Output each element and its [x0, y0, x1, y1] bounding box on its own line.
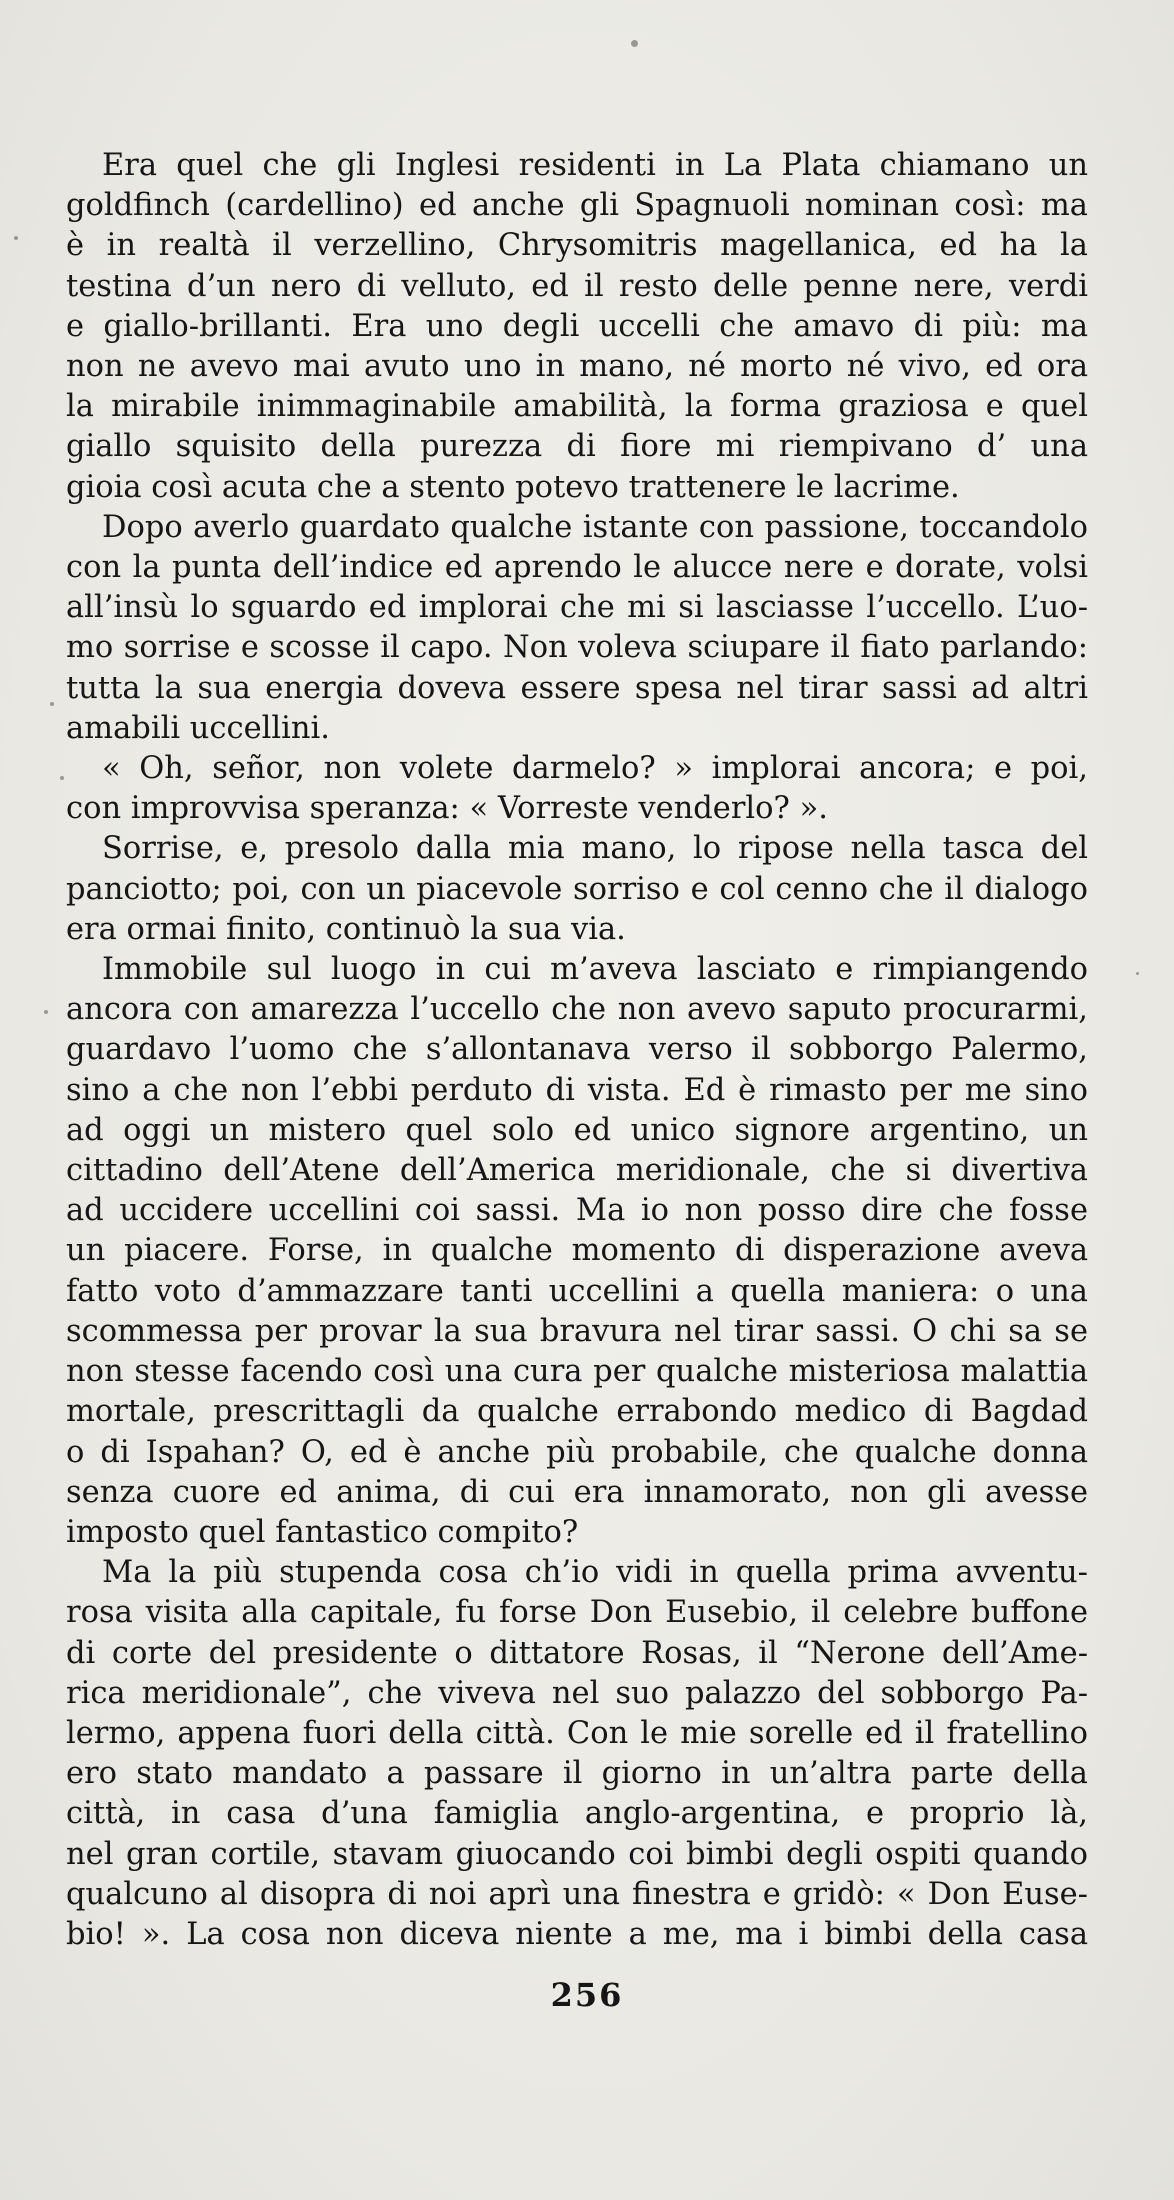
text-line: scommessa per provar la sua bravura nel tirar sassi. O chi sa se	[66, 1313, 1088, 1349]
text-line: Immobile sul luogo in cui m’aveva lasciato e rimpiangendo	[102, 952, 1088, 988]
text-line: ad oggi un mistero quel solo ed unico signore argentino, un	[66, 1112, 1088, 1148]
text-line: testina d’un nero di velluto, ed il resto delle penne nere, verdi	[66, 268, 1088, 304]
text-line: con improvvisa speranza: « Vorreste venderlo? ».	[66, 791, 828, 827]
text-line: sino a che non l’ebbi perduto di vista. Ed è rimasto per me sino	[66, 1072, 1088, 1108]
text-line: nel gran cortile, stavam giuocando coi bimbi degli ospiti quando	[66, 1836, 1088, 1872]
paragraph	[66, 950, 1088, 1553]
text-line: non ne avevo mai avuto uno in mano, né morto né vivo, ed ora	[66, 349, 1088, 385]
text-line: amabili uccellini.	[66, 710, 330, 746]
text-line: ad uccidere uccellini coi sassi. Ma io non posso dire che fosse	[66, 1193, 1088, 1229]
text-line: « Oh, señor, non volete darmelo? » implorai ancora; e poi,	[102, 751, 1088, 787]
paper-speck	[14, 236, 18, 240]
text-line: goldfinch (cardellino) ed anche gli Spagnuoli nominan così: ma	[66, 188, 1088, 224]
text-line: ancora con amarezza l’uccello che non avevo saputo procurarmi,	[66, 992, 1088, 1028]
text-line: con la punta dell’indice ed aprendo le alucce nere e dorate, volsi	[66, 550, 1088, 586]
text-line: Sorrise, e, presolo dalla mia mano, lo ripose nella tasca del	[102, 831, 1088, 867]
text-line: lermo, appena fuori della città. Con le mie sorelle ed il fratellino	[66, 1715, 1088, 1751]
paragraph	[66, 1553, 1088, 1955]
text-line: città, in casa d’una famiglia anglo-argentina, e proprio là,	[66, 1796, 1088, 1832]
text-line: è in realtà il verzellino, Chrysomitris magellanica, ed ha la	[66, 228, 1088, 264]
text-line: giallo squisito della purezza di fiore mi riempivano d’ una	[66, 429, 1088, 465]
text-line: mo sorrise e scosse il capo. Non voleva sciupare il fiato parlando:	[66, 630, 1088, 666]
text-line: Era quel che gli Inglesi residenti in La Plata chiamano un	[102, 148, 1088, 183]
paper-speck	[44, 1010, 48, 1014]
text-line: qualcuno al disopra di noi aprì una finestra e gridò: « Don Euse-	[66, 1876, 1088, 1912]
paper-speck	[60, 776, 64, 780]
paper-speck	[631, 40, 638, 47]
text-line: cittadino dell’Atene dell’America meridionale, che si divertiva	[66, 1153, 1088, 1189]
paragraph	[66, 749, 1088, 829]
text-line: un piacere. Forse, in qualche momento di disperazione aveva	[66, 1233, 1088, 1269]
text-line: era ormai finito, continuò la sua via.	[66, 911, 626, 947]
paper-speck	[1136, 972, 1139, 975]
text-line: senza cuore ed anima, di cui era innamorato, non gli avesse	[66, 1474, 1088, 1510]
page-number: 256	[550, 1976, 624, 2014]
text-line: o di Ispahan? O, ed è anche più probabile, che qualche donna	[66, 1434, 1088, 1470]
text-line: bio! ». La cosa non diceva niente a me, ma i bimbi della casa	[66, 1916, 1088, 1952]
text-line: guardavo l’uomo che s’allontanava verso il sobborgo Palermo,	[66, 1032, 1088, 1068]
text-line: panciotto; poi, con un piacevole sorriso e col cenno che il dialogo	[66, 871, 1088, 907]
paragraph	[66, 146, 1088, 508]
text-line: ero stato mandato a passare il giorno in un’altra parte della	[66, 1756, 1088, 1792]
text-line: gioia così acuta che a stento potevo trattenere le lacrime.	[66, 469, 960, 505]
text-line: di corte del presidente o dittatore Rosas, il “Nerone dell’Ame-	[66, 1635, 1088, 1671]
text-line: rica meridionale”, che viveva nel suo palazzo del sobborgo Pa-	[66, 1675, 1088, 1711]
paragraph	[66, 508, 1088, 749]
text-line: Dopo averlo guardato qualche istante con passione, toccandolo	[102, 509, 1088, 545]
text-line: la mirabile inimmaginabile amabilità, la forma graziosa e quel	[66, 389, 1088, 425]
body-text	[66, 146, 1088, 1955]
text-line: fatto voto d’ammazzare tanti uccellini a quella maniera: o una	[66, 1273, 1088, 1309]
text-line: rosa visita alla capitale, fu forse Don Eusebio, il celebre buffone	[66, 1595, 1088, 1631]
text-line: non stesse facendo così una cura per qualche misteriosa malattia	[66, 1354, 1088, 1390]
text-line: mortale, prescrittagli da qualche errabondo medico di Bagdad	[66, 1394, 1088, 1430]
paper-speck	[50, 702, 54, 706]
text-line: imposto quel fantastico compito?	[66, 1514, 579, 1550]
paragraph	[66, 829, 1088, 950]
text-line: tutta la sua energia doveva essere spesa nel tirar sassi ad altri	[66, 670, 1088, 706]
text-line: Ma la più stupenda cosa ch’io vidi in quella prima avventu-	[102, 1555, 1088, 1591]
text-line: all’insù lo sguardo ed implorai che mi si lasciasse l’uccello. L’uo-	[66, 590, 1088, 626]
text-line: e giallo-brillanti. Era uno degli uccelli che amavo di più: ma	[66, 308, 1088, 344]
